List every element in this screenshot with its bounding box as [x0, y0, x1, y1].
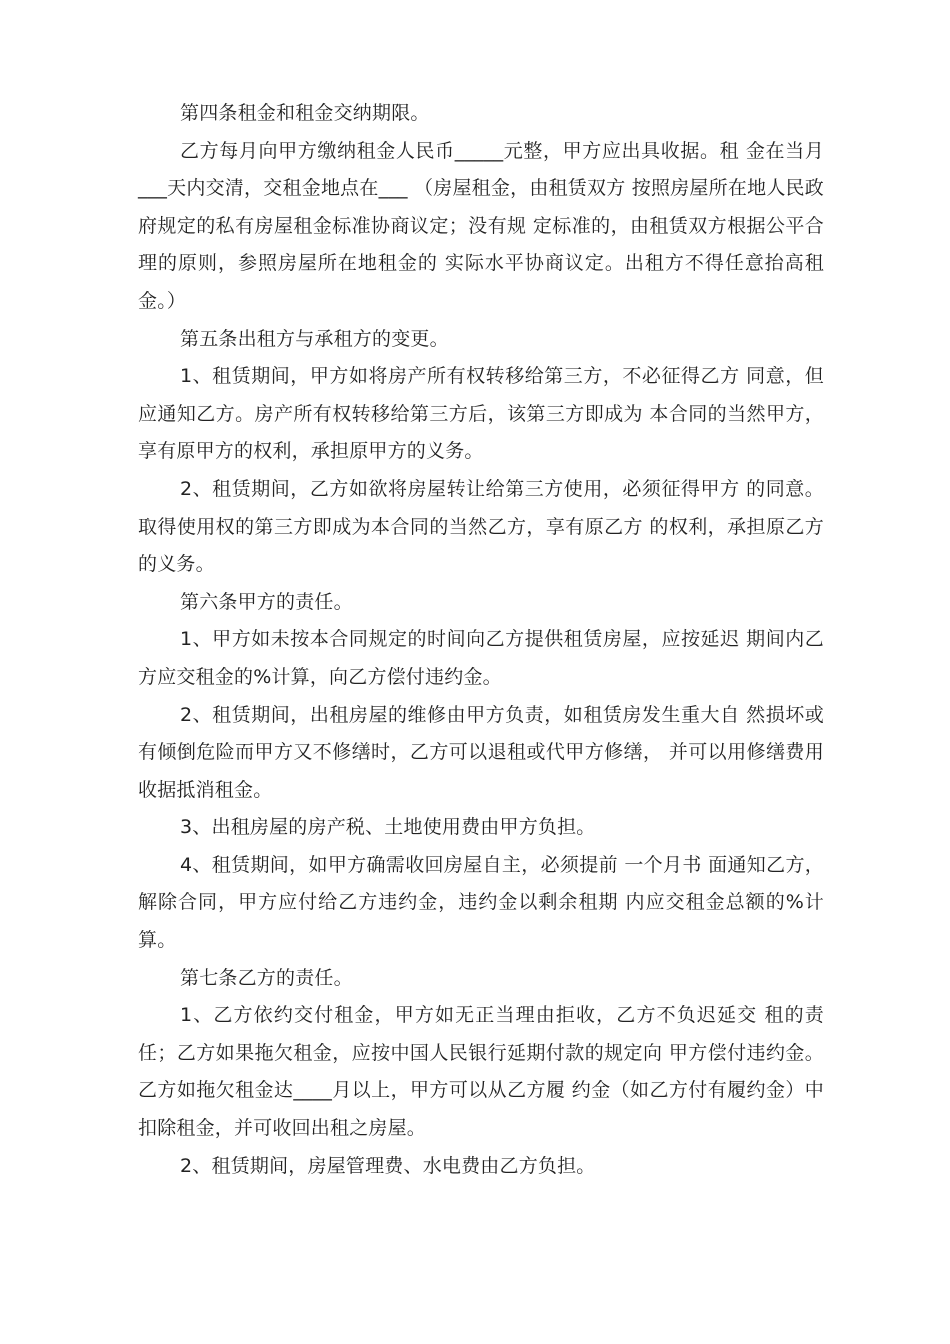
article-7-heading: 第七条乙方的责任。: [180, 966, 353, 989]
article-5-item-2: 2、租赁期间，乙方如欲将房屋转让给第三方使用，必须征得甲方 的同意。取得使用权的第三方即成为本合同的当然乙方，享有原乙方 的权利，承担原乙方的义务。: [138, 477, 824, 576]
article-7-item-1: 1、乙方依约交付租金，甲方如无正当理由拒收，乙方不负迟延交 租的责任；乙方如果拖欠租金，应按中国人民银行延期付款的规定向 甲方偿付违约金。乙方如拖欠租金达____月以上，甲方可以从乙方履 约金（如乙方付有履约金）中扣除租金，并可收回出租之房屋。: [138, 1004, 824, 1140]
article-5-item-1: 1、租赁期间，甲方如将房产所有权转移给第三方，不必征得乙方 同意，但应通知乙方。房产所有权转移给第三方后，该第三方即成为 本合同的当然甲方，享有原甲方的权利，承担原甲方的义务。: [138, 365, 824, 463]
article-6-heading: 第六条甲方的责任。: [180, 590, 353, 613]
article-7-item-2: 2、租赁期间，房屋管理费、水电费由乙方负担。: [180, 1154, 596, 1177]
article-6-item-3: 3、出租房屋的房产税、土地使用费由甲方负担。: [180, 816, 596, 839]
document-body: [138, 95, 824, 1185]
article-6-item-2: 2、租赁期间，出租房屋的维修由甲方负责，如租赁房发生重大自 然损坏或有倾倒危险而甲方又不修缮时，乙方可以退租或代甲方修缮， 并可以用修缮费用收据抵消租金。: [138, 703, 824, 801]
article-4-rent-clause: 乙方每月向甲方缴纳租金人民币_____元整，甲方应出具收据。租 金在当月___天内交清，交租金地点在___ （房屋租金，由租赁双方 按照房屋所在地人民政府规定的私有房屋租金标准协商议定；没有规 定标准的，由租赁双方根据公平合理的原则，参照房屋所在地租金的 实际水平协商议定。出租方不得任意抬高租金。）: [138, 139, 824, 312]
article-6-item-1: 1、甲方如未按本合同规定的时间向乙方提供租赁房屋，应按延迟 期间内乙方应交租金的%计算，向乙方偿付违约金。: [138, 628, 824, 688]
article-5-heading: 第五条出租方与承租方的变更。: [180, 327, 449, 350]
article-4-heading: 第四条租金和租金交纳期限。: [180, 102, 430, 124]
article-6-item-4: 4、租赁期间，如甲方确需收回房屋自主，必须提前 一个月书 面通知乙方，解除合同，甲方应付给乙方违约金，违约金以剩余租期 内应交租金总额的%计算。: [138, 853, 824, 952]
